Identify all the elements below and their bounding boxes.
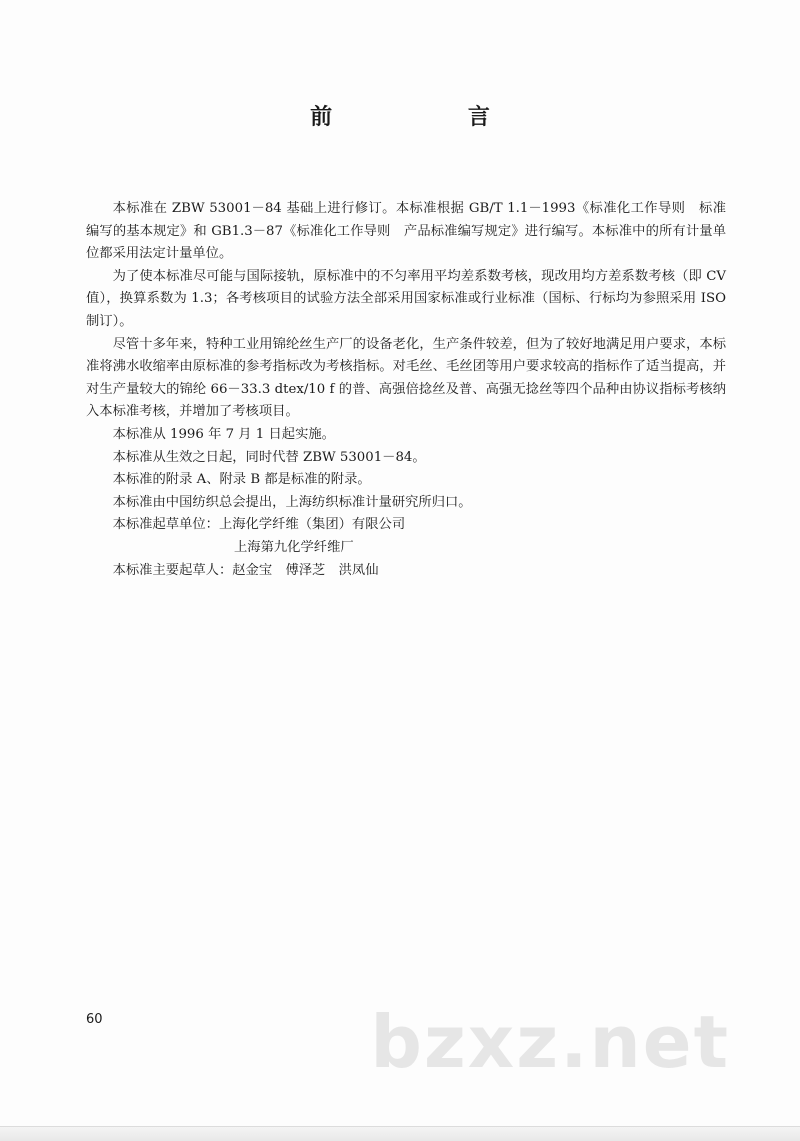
page-number: 60 [86, 1012, 103, 1027]
paragraph-improvements: 尽管十多年来，特种工业用锦纶丝生产厂的设备老化，生产条件较差，但为了较好地满足用户要求，本标准将沸水收缩率由原标准的参考指标改为考核指标。对毛丝、毛丝团等用户要求较高的指标作了适当提高，并对生产量较大的锦纶 66－33.3 dtex/10 f 的普、高强倍捻丝及普、高强无捻丝等四个品种由协议指标考核纳入本标准考核，并增加了考核项目。 [86, 336, 726, 420]
document-body [86, 198, 726, 582]
page-bottom-edge [0, 1126, 800, 1141]
paragraph-drafting-unit: 本标准起草单位：上海化学纤维（集团）有限公司 [112, 517, 406, 533]
paragraph-replaces: 本标准从生效之日起，同时代替 ZBW 53001－84。 [112, 449, 426, 465]
paragraph-effective-date: 本标准从 1996 年 7 月 1 日起实施。 [112, 426, 335, 442]
paragraph-revision-basis: 本标准在 ZBW 53001－84 基础上进行修订。本标准根据 GB/T 1.1－1993《标准化工作导则 标准编写的基本规定》和 GB1.3－87《标准化工作导则 产品标准编写规定》进行编写。本标准中的所有计量单位都采用法定计量单位。 [86, 201, 726, 262]
page-title: 前 言 [310, 105, 554, 130]
paragraph-proposed-by: 本标准由中国纺织总会提出，上海纺织标准计量研究所归口。 [112, 494, 472, 510]
paragraph-drafting-unit-second: 上海第九化学纤维厂 [234, 539, 354, 555]
paragraph-drafters: 本标准主要起草人：赵金宝 傅泽芝 洪凤仙 [112, 562, 379, 578]
paragraph-international: 为了使本标准尽可能与国际接轨，原标准中的不匀率用平均差系数考核，现改用均方差系数考核（即 CV 值），换算系数为 1.3；各考核项目的试验方法全部采用国家标准或行业标准（国标、行标均为参照采用 ISO 制订）。 [86, 268, 726, 329]
watermark: bzxz.net [370, 1000, 730, 1084]
paragraph-appendix: 本标准的附录 A、附录 B 都是标准的附录。 [112, 472, 371, 488]
